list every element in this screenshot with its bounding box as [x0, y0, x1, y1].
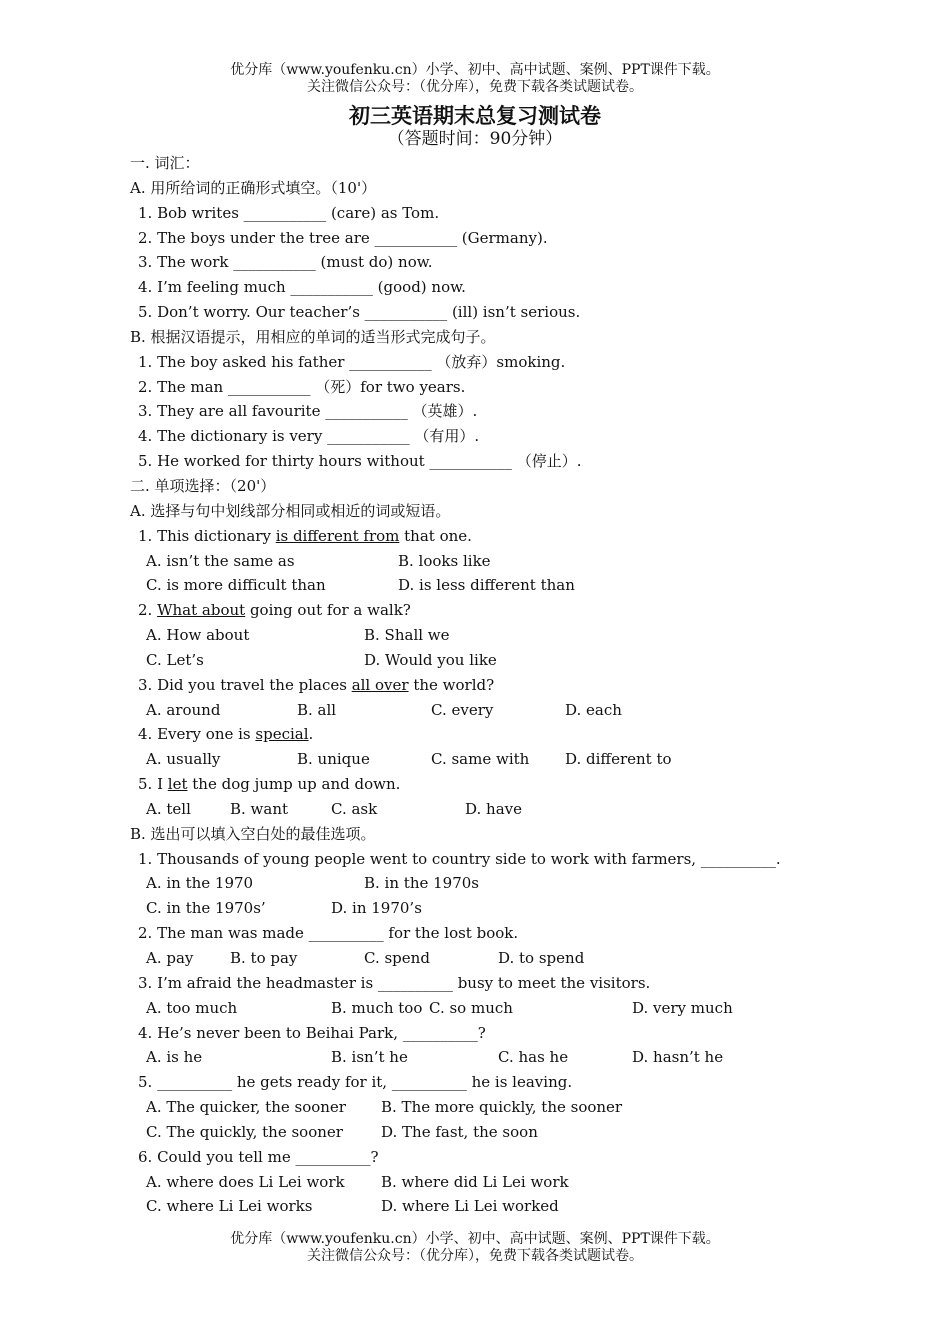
option: D. have	[465, 799, 522, 818]
option: A. The quicker, the sooner	[146, 1098, 346, 1117]
option-row	[130, 623, 790, 648]
option-row	[130, 871, 790, 896]
question: 4. He’s never been to Beihai Park, __________?	[138, 1023, 486, 1042]
option: C. spend	[364, 949, 430, 967]
option: A. in the 1970	[146, 874, 254, 893]
option: B. where did Li Lei work	[381, 1172, 569, 1191]
question: 3. They are all favourite ___________ （英雄）.	[138, 402, 478, 421]
option: B. unique	[297, 750, 370, 769]
underlined-phrase: What about	[157, 601, 246, 620]
section-2b-heading: B. 选出可以填入空白处的最佳选项。	[130, 824, 376, 843]
option: D. in 1970’s	[331, 899, 422, 918]
option: B. much too	[331, 998, 423, 1017]
option: D. Would you like	[364, 650, 497, 669]
option-row	[130, 1170, 790, 1195]
option: C. same with	[431, 750, 530, 769]
question: 2. The man was made __________ for the lost book.	[138, 924, 519, 943]
page-subtitle: （答题时间：90分钟）	[387, 129, 563, 149]
question: 4. The dictionary is very ___________ （有用）.	[138, 427, 480, 446]
option: A. usually	[146, 750, 221, 769]
question: 4. I’m feeling much ___________ (good) now.	[138, 278, 466, 297]
option: B. Shall we	[364, 626, 450, 645]
option: D. hasn’t he	[632, 1048, 724, 1067]
header-line-1: 优分库（www.youfenku.cn）小学、初中、高中试题、案例、PPT课件下载。	[230, 62, 720, 78]
option: B. The more quickly, the sooner	[381, 1098, 623, 1117]
option-row	[130, 946, 790, 971]
option: B. to pay	[230, 949, 298, 967]
question: 5. He worked for thirty hours without ___________ （停止）.	[138, 452, 582, 471]
option: B. all	[297, 700, 337, 719]
underlined-phrase: let	[167, 775, 188, 794]
question: 1. The boy asked his father ___________ （放弃）smoking.	[138, 352, 566, 371]
option: D. to spend	[498, 949, 585, 967]
option-row	[130, 549, 790, 574]
option-row	[130, 648, 790, 673]
page-header	[0, 62, 950, 96]
option: B. want	[230, 799, 289, 818]
question: 4. Every one is special.	[138, 725, 314, 744]
underlined-phrase: special	[255, 725, 309, 744]
option: A. is he	[146, 1048, 203, 1067]
option: D. The fast, the soon	[381, 1122, 538, 1141]
question: 1. Bob writes ___________ (care) as Tom.	[138, 203, 440, 222]
exam-content	[130, 151, 790, 1219]
option-row	[130, 896, 790, 921]
underlined-phrase: all over	[351, 675, 409, 694]
option: D. is less different than	[398, 576, 575, 595]
option: A. isn’t the same as	[146, 551, 295, 570]
section-2-heading: 二. 单项选择：（20'）	[130, 476, 276, 495]
option: D. very much	[632, 998, 733, 1017]
option-row	[130, 996, 790, 1021]
section-1b-heading: B. 根据汉语提示，用相应的单词的适当形式完成句子。	[130, 327, 496, 346]
footer-line-2: 关注微信公众号：（优分库），免费下载各类试题试卷。	[307, 1248, 643, 1264]
option: B. isn’t he	[331, 1048, 408, 1067]
option-row	[130, 1045, 790, 1070]
option: C. Let’s	[146, 650, 204, 669]
option: A. How about	[146, 626, 250, 645]
question: 3. Did you travel the places all over the world?	[138, 675, 495, 694]
section-1-heading: 一. 词汇：	[130, 154, 200, 172]
question: 6. Could you tell me __________?	[138, 1147, 379, 1166]
header-line-2: 关注微信公众号：（优分库），免费下载各类试题试卷。	[307, 79, 643, 95]
question: 1. This dictionary is different from that one.	[138, 526, 472, 545]
option: B. in the 1970s	[364, 874, 479, 893]
option: A. pay	[146, 949, 194, 967]
option: A. tell	[146, 799, 191, 818]
option-row	[130, 698, 790, 723]
option: A. where does Li Lei work	[146, 1172, 345, 1191]
option: C. where Li Lei works	[146, 1197, 313, 1216]
question: 5. __________ he gets ready for it, __________ he is leaving.	[138, 1073, 573, 1092]
question: 1. Thousands of young people went to country side to work with farmers, __________.	[138, 849, 781, 868]
option-row	[130, 1095, 790, 1120]
option: C. The quickly, the sooner	[146, 1122, 343, 1141]
question: 5. I let the dog jump up and down.	[138, 775, 401, 794]
option-row	[130, 573, 790, 598]
option: C. is more difficult than	[146, 576, 326, 595]
option: D. each	[565, 700, 622, 719]
option: C. ask	[331, 799, 378, 818]
page-footer	[0, 1231, 950, 1265]
option-row	[130, 797, 790, 822]
option-row	[130, 747, 790, 772]
question: 2. The boys under the tree are ___________ (Germany).	[138, 228, 548, 247]
footer-line-1: 优分库（www.youfenku.cn）小学、初中、高中试题、案例、PPT课件下载。	[230, 1231, 720, 1247]
page-title: 初三英语期末总复习测试卷	[349, 104, 601, 128]
option: D. where Li Lei worked	[381, 1197, 559, 1216]
option: D. different to	[565, 750, 672, 769]
question: 3. The work ___________ (must do) now.	[138, 253, 433, 272]
question: 2. What about going out for a walk?	[138, 601, 411, 620]
question: 3. I’m afraid the headmaster is __________ busy to meet the visitors.	[138, 973, 651, 992]
underlined-phrase: is different from	[275, 526, 400, 545]
option: C. so much	[429, 998, 513, 1017]
option-row	[130, 1194, 790, 1219]
option: B. looks like	[398, 551, 491, 570]
option: A. around	[146, 700, 221, 719]
option: C. every	[431, 700, 494, 719]
section-2a-heading: A. 选择与句中划线部分相同或相近的词或短语。	[130, 501, 451, 520]
option: C. has he	[498, 1048, 569, 1067]
question: 5. Don’t worry. Our teacher’s ___________ (ill) isn’t serious.	[138, 303, 581, 322]
question: 2. The man ___________ （死）for two years.	[138, 377, 466, 396]
section-1a-heading: A. 用所给词的正确形式填空。（10'）	[130, 178, 377, 197]
option: C. in the 1970s’	[146, 899, 266, 918]
option-row	[130, 1120, 790, 1145]
option: A. too much	[146, 998, 238, 1017]
